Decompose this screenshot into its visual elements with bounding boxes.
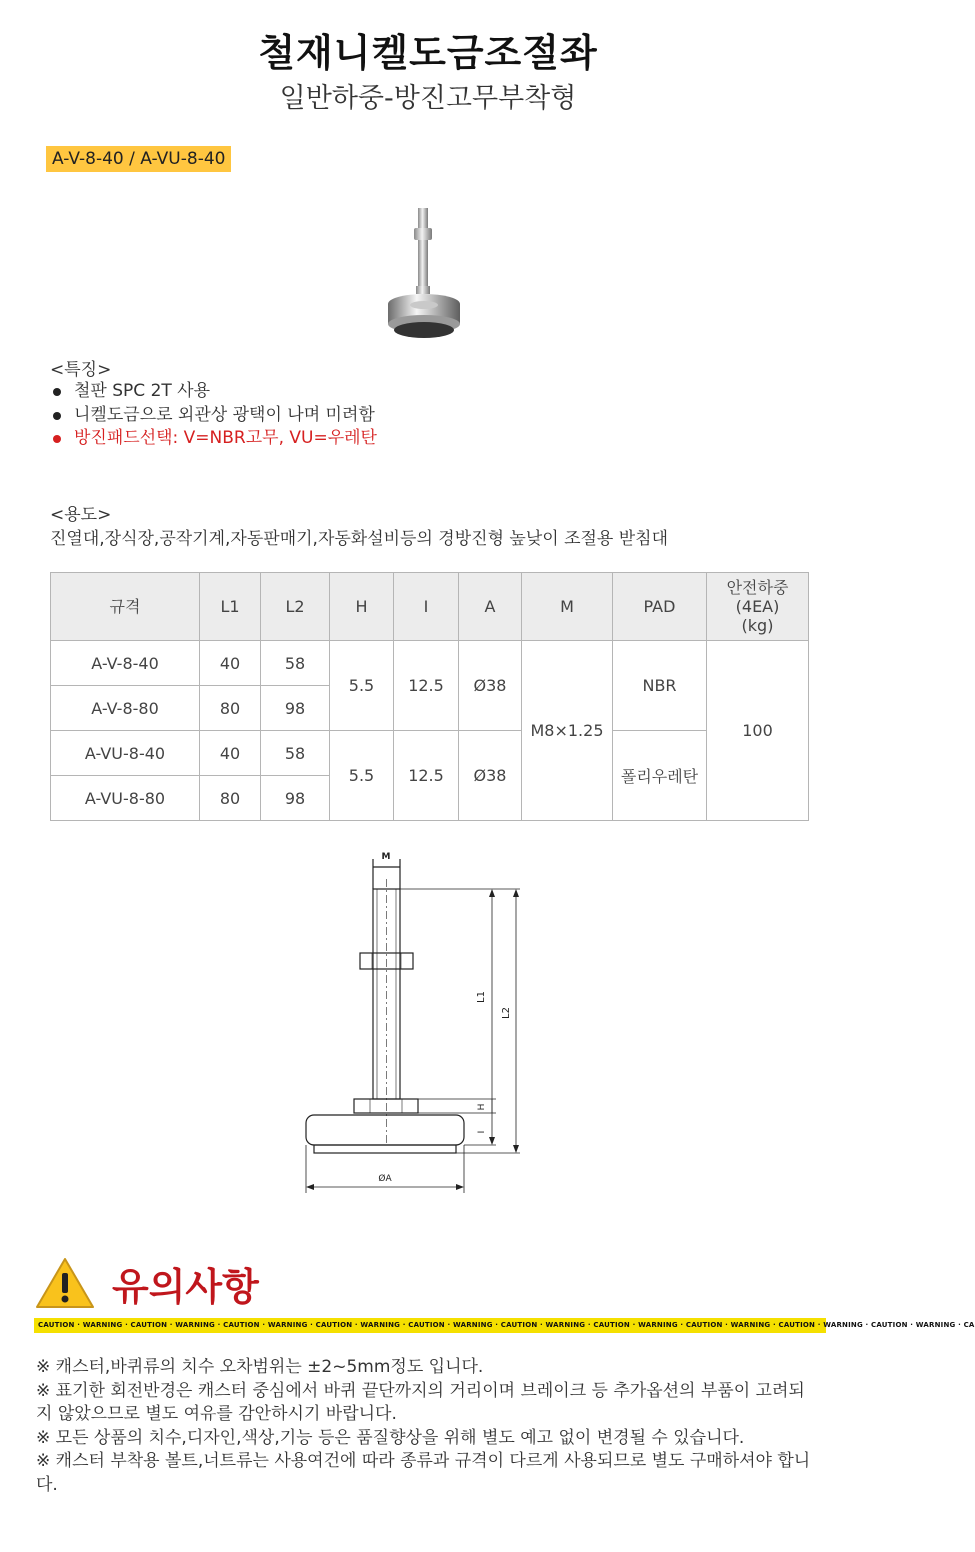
header-l1: L1 [200,573,261,641]
note-item: ※ 캐스터,바퀴류의 치수 오차범위는 ±2~5mm정도 입니다. [36,1357,484,1377]
caution-notes [36,1356,818,1497]
cell-l1: 40 [200,641,261,686]
note-item: ※ 캐스터 부착용 볼트,너트류는 사용여건에 따라 종류과 규격이 다르게 사용되므로 별도 구매하셔야 합니다. [36,1451,811,1495]
bullet-icon [53,435,61,443]
note-item: ※ 모든 상품의 치수,디자인,색상,기능 등은 품질향상을 위해 별도 예고 없이 변경될 수 있습니다. [36,1427,745,1448]
features-list [50,380,377,451]
usage-heading: <용도> [50,505,112,525]
header-load: 안전하중 (4EA) (kg) [707,573,809,641]
cell-pad: 폴리우레탄 [613,731,707,821]
header-i: I [394,573,459,641]
header-m: M [522,573,613,641]
feature-item-highlight: 방진패드선택: V=NBR고무, VU=우레탄 [50,427,377,451]
cell-l2: 98 [261,776,330,821]
bullet-icon [53,388,61,396]
label-h: H [477,1103,487,1111]
bullet-icon [53,412,61,420]
cell-l1: 40 [200,731,261,776]
label-m: M [381,852,391,862]
cell-model: A-V-8-80 [51,686,200,731]
cell-model: A-VU-8-40 [51,731,200,776]
cell-a: Ø38 [459,731,522,821]
header-spec: 규격 [51,573,200,641]
cell-m: M8×1.25 [522,641,613,821]
label-i: I [477,1130,487,1134]
note-item: ※ 표기한 회전반경은 캐스터 중심에서 바퀴 끝단까지의 거리이며 브레이크 등 추가옵션의 부품이 고려되지 않았으므로 별도 여유를 감안하시기 바랍니다. [36,1380,805,1424]
cell-model: A-VU-8-80 [51,776,200,821]
header-h: H [330,573,394,641]
feature-item: 철판 SPC 2T 사용 [50,380,377,404]
product-photo [384,200,464,350]
table-row [51,731,809,776]
header-l2: L2 [261,573,330,641]
label-l2: L2 [501,1007,512,1019]
dimension-diagram [296,845,536,1195]
cell-l1: 80 [200,686,261,731]
label-l1: L1 [476,991,487,1003]
cell-l2: 98 [261,686,330,731]
cell-pad: NBR [613,641,707,731]
model-tag: A-V-8-40 / A-VU-8-40 [46,146,231,172]
cell-i: 12.5 [394,731,459,821]
usage-text: 진열대,장식장,공작기계,자동판매기,자동화설비등의 경방진형 높낮이 조절용 받침대 [50,529,668,549]
cell-l2: 58 [261,641,330,686]
warning-icon [34,1256,96,1310]
label-a: ØA [378,1174,392,1184]
cell-h: 5.5 [330,641,394,731]
spec-table [50,572,809,821]
cell-l2: 58 [261,731,330,776]
caution-title: 유의사항 [112,1265,259,1309]
cell-load: 100 [707,641,809,821]
table-row [51,641,809,686]
table-header-row [51,573,809,641]
page-subtitle: 일반하중-방진고무부착형 [279,83,577,114]
caution-strip: CAUTION · WARNING · CAUTION · WARNING · CAUTION · WARNING · CAUTION · WARNING · CAUTION · WARNING · CAUTION · WARNING · CAUTION · WARNING · CAUTION · WARNING · CAUTION · WARNING · CAUTION · WARNING · CA [34,1318,826,1333]
cell-l1: 80 [200,776,261,821]
cell-i: 12.5 [394,641,459,731]
cell-a: Ø38 [459,641,522,731]
header-pad: PAD [613,573,707,641]
cell-h: 5.5 [330,731,394,821]
features-heading: <특징> [50,360,112,380]
feature-item: 니켈도금으로 외관상 광택이 나며 미려함 [50,404,377,428]
cell-model: A-V-8-40 [51,641,200,686]
header-a: A [459,573,522,641]
page-title: 철재니켈도금조절좌 [258,31,598,75]
